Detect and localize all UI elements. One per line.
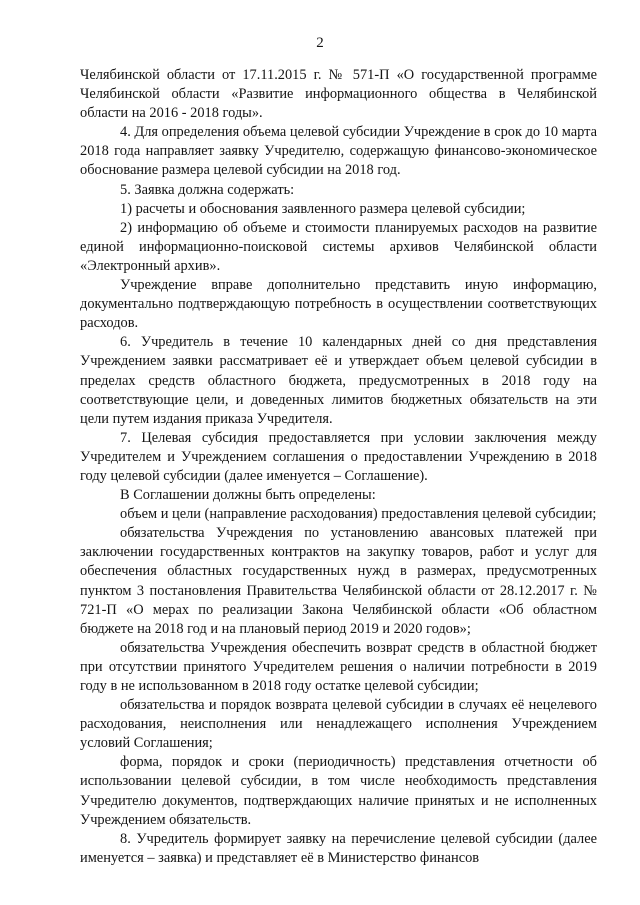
paragraph-term-reporting: форма, порядок и сроки (периодичность) представления отчетности об использовании целевой субсидии, в том числе необходимость представления Учредителю документов, подтверждающих наличие принятых и не исполненных Учреждением обязательств. — [80, 754, 597, 828]
paragraph-continuation: Челябинской области от 17.11.2015 г. № 571-П «О государственной программе Челябинской области «Развитие информационного общества в Челябинской области на 2016 - 2018 годы». — [80, 67, 597, 122]
paragraph-subitem-1: 1) расчеты и обоснования заявленного размера целевой субсидии; — [120, 200, 526, 217]
paragraph-subitem-2: 2) информацию об объеме и стоимости планируемых расходов на развитие единой информационно-поисковой системы архивов Челябинской области «Электронный архив». — [80, 219, 597, 274]
paragraph-item-5: 5. Заявка должна содержать: — [120, 181, 295, 198]
paragraph-term-refund: обязательства Учреждения обеспечить возврат средств в областной бюджет при отсутствии принятого Учредителем решения о наличии потребности в 2019 году в не использованном в 2018 году остатке целевой субсидии; — [80, 639, 597, 694]
paragraph-item-8: 8. Учредитель формирует заявку на перечисление целевой субсидии (далее именуется – заявка) и представляет её в Министерство финансов — [80, 830, 597, 866]
paragraph-item-4: 4. Для определения объема целевой субсидии Учреждение в срок до 10 марта 2018 года направляет заявку Учредителю, содержащую финансово-экономическое обоснование размера целевой субсидии на 2018 год. — [80, 124, 597, 179]
paragraph-term-misuse: обязательства и порядок возврата целевой субсидии в случаях её нецелевого расходования, неисполнения или ненадлежащего исполнения Учреждением условий Соглашения; — [80, 697, 597, 752]
paragraph-item-7: 7. Целевая субсидия предоставляется при условии заключения между Учредителем и Учреждением соглашения о предоставлении Учреждению в 2018 году целевой субсидии (далее именуется – Соглашение). — [80, 429, 597, 484]
page-number: 2 — [316, 35, 324, 51]
paragraph-term-amount: объем и цели (направление расходования) предоставления целевой субсидии; — [120, 506, 597, 523]
paragraph-agreement-terms-intro: В Соглашении должны быть определены: — [120, 487, 376, 504]
document-body — [80, 66, 597, 868]
paragraph-item-6: 6. Учредитель в течение 10 календарных дней со дня представления Учреждением заявки рассматривает её и утверждает объем целевой субсидии в пределах средств областного бюджета, предусмотренных в 2018 году на соответствующие цели, и доведенных лимитов бюджетных обязательств на эти цели путем издания приказа Учредителя. — [80, 334, 597, 427]
paragraph-term-advance-payments: обязательства Учреждения по установлению авансовых платежей при заключении государственных контрактов на закупку товаров, работ и услуг для обеспечения областных государственных нужд в размерах, предусмотренных пунктом 3 постановления Правительства Челябинской области от 28.12.2017 г. № 721-П «О мерах по реализации Закона Челябинской области «Об областном бюджете на 2018 год и на плановый период 2019 и 2020 годов»; — [80, 525, 597, 637]
paragraph-additional-info: Учреждение вправе дополнительно представить иную информацию, документально подтверждающую потребность в осуществлении соответствующих расходов. — [80, 277, 597, 332]
